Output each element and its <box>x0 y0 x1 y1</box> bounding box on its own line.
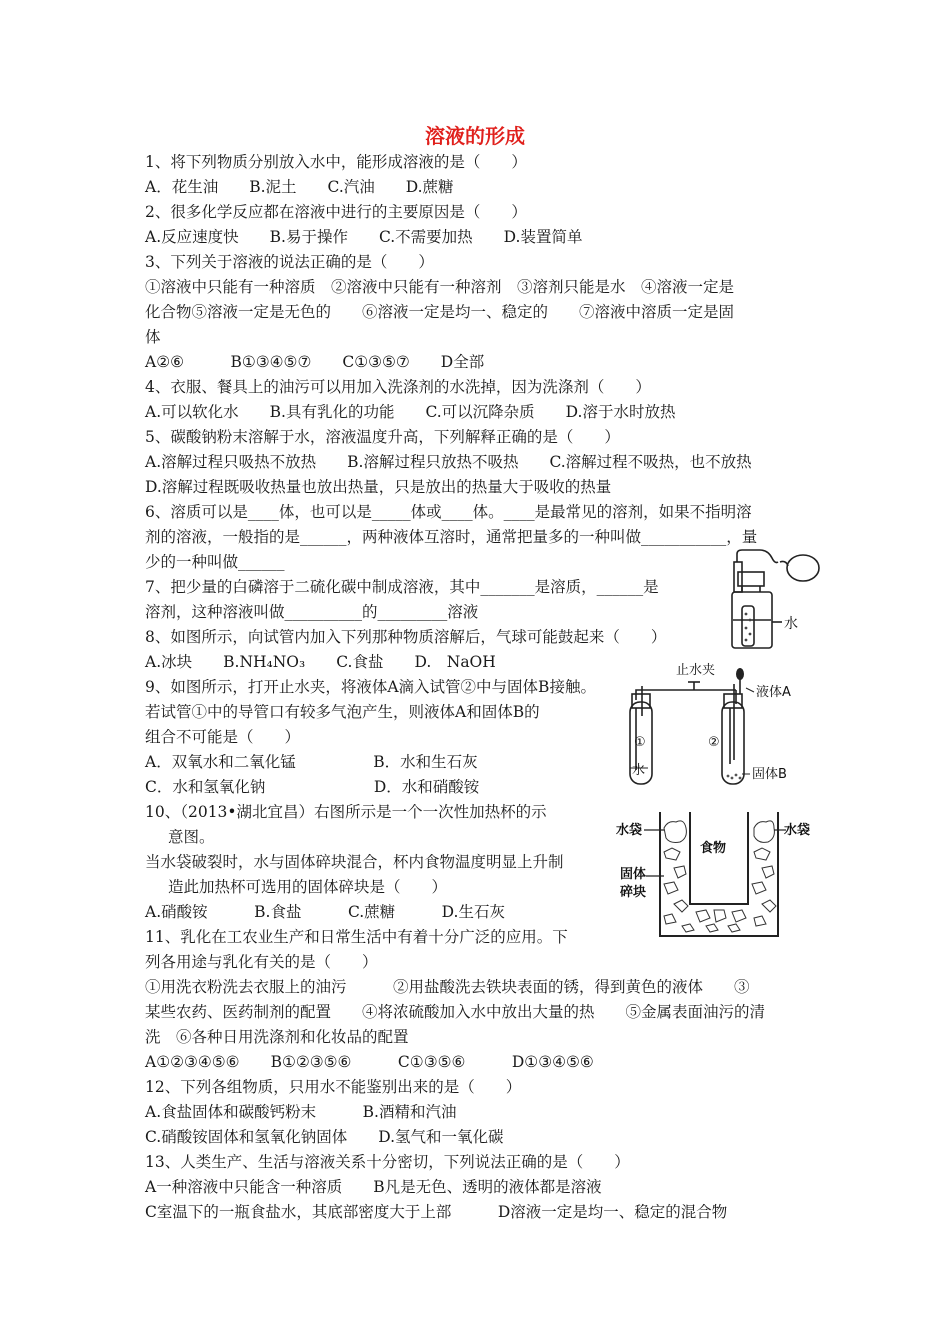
water-bag-left-label: 水袋 <box>616 823 643 838</box>
text-line-q10-options: A.硝酸铵 B.食盐 C.蔗糖 D.生石灰 <box>145 903 505 921</box>
liquid-a-label: 液体A <box>756 685 791 700</box>
text-line-q11-line3: ①用洗衣粉洗去衣服上的油污 ②用盐酸洗去铁块表面的锈，得到黄色的液体 ③ <box>145 978 750 996</box>
text-line-q1: 1、将下列物质分别放入水中，能形成溶液的是（ ） <box>145 153 527 171</box>
text-line-q6-line2: 剂的溶液，一般指的是______，两种液体互溶时，通常把量多的一种叫做___________，量 <box>145 528 758 546</box>
text-line-q11-options: A①②③④⑤⑥ B①②③⑤⑥ C①③⑤⑥ D①③④⑤⑥ <box>145 1053 594 1071</box>
text-line-q10-line2: 意图。 <box>168 828 215 846</box>
text-line-q3-line3: 体 <box>145 328 161 346</box>
food-label: 食物 <box>700 841 727 856</box>
text-line-q4-options: A.可以软化水 B.具有乳化的功能 C.可以沉降杂质 D.溶于水时放热 <box>145 403 676 421</box>
text-line-q1-options: A．花生油 B.泥土 C.汽油 D.蔗糖 <box>145 178 454 196</box>
text-line-q8: 8、如图所示，向试管内加入下列那种物质溶解后，气球可能鼓起来（ ） <box>145 628 667 646</box>
text-line-q4: 4、衣服、餐具上的油污可以用加入洗涤剂的水洗掉，因为洗涤剂（ ） <box>145 378 651 396</box>
text-line-q11-line2: 列各用途与乳化有关的是（ ） <box>145 953 378 971</box>
text-line-q3-options: A②⑥ B①③④⑤⑦ C①③⑤⑦ D全部 <box>145 353 485 371</box>
solid-fragment-label-1: 固体 <box>620 867 647 882</box>
heating-cup-figure <box>616 808 816 943</box>
text-line-q9-line3: 组合不可能是（ ） <box>145 728 301 746</box>
text-line-q6-line3: 少的一种叫做______ <box>145 553 285 571</box>
text-line-q3: 3、下列关于溶液的说法正确的是（ ） <box>145 253 434 271</box>
solid-b-label: 固体B <box>752 767 787 782</box>
text-line-q13-options-ab: A一种溶液中只能含一种溶质 B凡是无色、透明的液体都是溶液 <box>145 1178 602 1196</box>
text-line-q6-line1: 6、溶质可以是____体，也可以是_____体或____体。____是最常见的溶剂，如果不指明溶 <box>145 503 752 521</box>
text-line-q10-line4: 造此加热杯可选用的固体碎块是（ ） <box>168 878 448 896</box>
text-line-q9-options-ab: A．双氧水和二氧化锰 B．水和生石灰 <box>145 753 478 771</box>
text-line-q5: 5、碳酸钠粉末溶解于水，溶液温度升高，下列解释正确的是（ ） <box>145 428 620 446</box>
flask-balloon-figure <box>720 548 825 658</box>
text-line-q2-options: A.反应速度快 B.易于操作 C.不需要加热 D.装置简单 <box>145 228 583 246</box>
text-line-q9-line2: 若试管①中的导管口有较多气泡产生，则液体A和固体B的 <box>145 703 540 721</box>
text-line-q9-options-cd: C．水和氢氧化钠 D．水和硝酸铵 <box>145 778 480 796</box>
text-line-q5-options-ab: A.溶解过程只吸热不放热 B.溶解过程只放热不吸热 C.溶解过程不吸热，也不放热 <box>145 453 752 471</box>
tube-1-label: ① <box>634 735 646 750</box>
text-line-q9-line1: 9、如图所示，打开止水夹，将液体A滴入试管②中与固体B接触。 <box>145 678 596 696</box>
text-line-q11-line5: 洗 ⑥各种日用洗涤剂和化妆品的配置 <box>145 1028 409 1046</box>
tube-water-label: 水 <box>632 763 646 778</box>
text-line-q13: 13、人类生产、生活与溶液关系十分密切，下列说法正确的是（ ） <box>145 1153 630 1171</box>
solid-fragment-label-2: 碎块 <box>620 885 647 900</box>
text-line-q3-line1: ①溶液中只能有一种溶质 ②溶液中只能有一种溶剂 ③溶剂只能是水 ④溶液一定是 <box>145 278 735 296</box>
flask-water-label: 水 <box>784 616 798 632</box>
tube-2-label: ② <box>708 735 720 750</box>
text-line-q11-line4: 某些农药、医药制剂的配置 ④将浓硫酸加入水中放出大量的热 ⑤金属表面油污的清 <box>145 1003 766 1021</box>
text-line-q12-options-cd: C.硝酸铵固体和氢氧化钠固体 D.氢气和一氧化碳 <box>145 1128 504 1146</box>
page-title: 溶液的形成 <box>425 124 525 148</box>
text-line-q7-line1: 7、把少量的白磷溶于二硫化碳中制成溶液，其中_______是溶质，______是 <box>145 578 659 596</box>
text-line-q12: 12、下列各组物质，只用水不能鉴别出来的是（ ） <box>145 1078 522 1096</box>
text-line-q8-options: A.冰块 B.NH₄NO₃ C.食盐 D. NaOH <box>145 653 496 671</box>
text-line-q10-line3: 当水袋破裂时，水与固体碎块混合，杯内食物温度明显上升制 <box>145 853 564 871</box>
text-line-q10-line1: 10、（2013•湖北宜昌）右图所示是一个一次性加热杯的示 <box>145 803 547 821</box>
text-line-q5-option-d: D.溶解过程既吸收热量也放出热量，只是放出的热量大于吸收的热量 <box>145 478 612 496</box>
text-line-q12-options-ab: A.食盐固体和碳酸钙粉末 B.酒精和汽油 <box>145 1103 457 1121</box>
test-tube-apparatus-figure <box>628 660 828 790</box>
text-line-q7-line2: 溶剂，这种溶液叫做__________的_________溶液 <box>145 603 479 621</box>
water-bag-right-label: 水袋 <box>784 823 811 838</box>
stop-clamp-label: 止水夹 <box>676 663 716 678</box>
text-line-q11-line1: 11、乳化在工农业生产和日常生活中有着十分广泛的应用。下 <box>145 928 568 946</box>
text-line-q2: 2、很多化学反应都在溶液中进行的主要原因是（ ） <box>145 203 527 221</box>
text-line-q3-line2: 化合物⑤溶液一定是无色的 ⑥溶液一定是均一、稳定的 ⑦溶液中溶质一定是固 <box>145 303 735 321</box>
text-line-q13-options-cd: C室温下的一瓶食盐水，其底部密度大于上部 D溶液一定是均一、稳定的混合物 <box>145 1203 728 1221</box>
